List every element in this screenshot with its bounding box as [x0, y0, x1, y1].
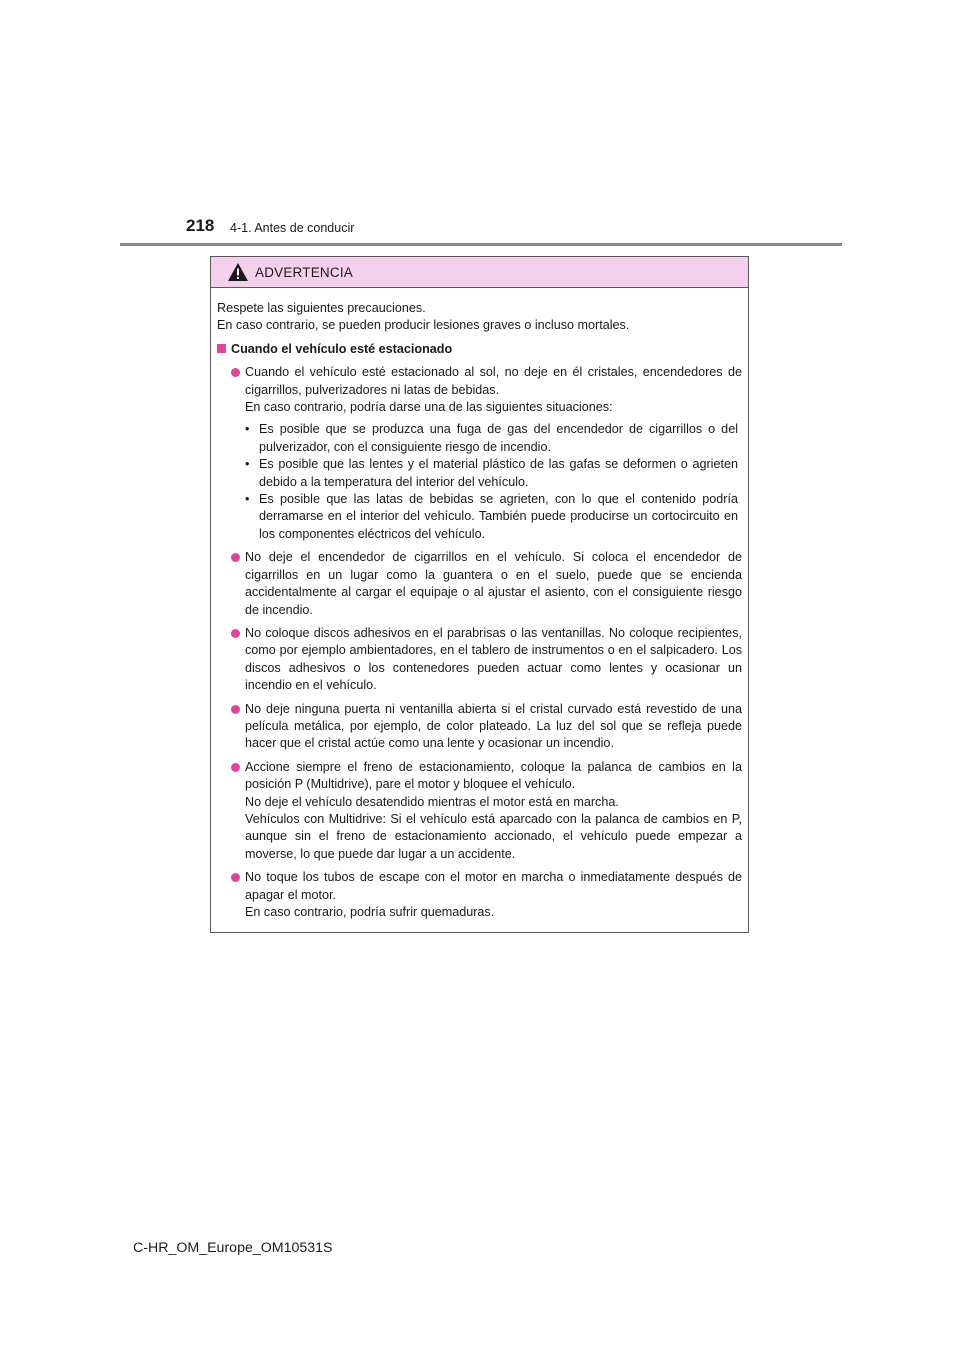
warning-box	[210, 256, 749, 933]
circle-bullet-icon	[231, 368, 240, 377]
warning-header	[211, 257, 748, 288]
circle-bullet-icon	[231, 629, 240, 638]
circle-bullet-icon	[231, 705, 240, 714]
item-text	[245, 549, 742, 619]
warning-triangle-icon	[227, 262, 249, 282]
document-id: C-HR_OM_Europe_OM10531S	[133, 1240, 333, 1256]
list-item	[217, 625, 742, 695]
warning-title: ADVERTENCIA	[255, 264, 353, 280]
subheading	[217, 341, 742, 358]
item-paragraph: Cuando el vehículo esté estacionado al sol, no deje en él cristales, encendedores de cigarrillos, pulverizadores ni latas de bebidas.	[245, 365, 742, 397]
list-item	[217, 701, 742, 753]
sub-bullet: •	[245, 457, 250, 472]
section-title: 4-1. Antes de conducir	[230, 221, 355, 235]
intro-line: En caso contrario, se pueden producir lesiones graves o incluso mortales.	[217, 318, 630, 333]
item-paragraph: Vehículos con Multidrive: Si el vehículo está aparcado con la palanca de cambios en P, aunque sin el freno de estacionamiento accionado, el vehículo puede empezar a moverse, lo que puede dar lugar a un accidente.	[245, 811, 742, 861]
circle-bullet-icon	[231, 553, 240, 562]
item-text	[245, 869, 742, 921]
page-number: 218	[186, 216, 215, 235]
circle-bullet-icon	[231, 873, 240, 882]
warning-intro	[217, 300, 742, 335]
list-item	[217, 364, 742, 543]
item-text	[245, 625, 742, 695]
item-paragraph: No deje ninguna puerta ni ventanilla abierta si el cristal curvado está revestido de una película metálica, por ejemplo, de color plateado. La luz del sol que se refleja puede hacer que el cristal actúe como una lente y ocasionar un incendio.	[245, 701, 742, 751]
item-paragraph: No deje el vehículo desatendido mientras el motor está en marcha.	[245, 794, 619, 809]
item-paragraph: No coloque discos adhesivos en el parabrisas o las ventanillas. No coloque recipientes, como por ejemplo ambientadores, en el tablero de instrumentos o en el salpicadero. Los discos adhesivos o los contenedores pueden actuar como lentes y ocasionar un incendio en el vehículo.	[245, 625, 742, 693]
item-paragraph: En caso contrario, podría sufrir quemaduras.	[245, 905, 495, 919]
item-paragraph: Accione siempre el freno de estacionamiento, coloque la palanca de cambios en la posición P (Multidrive), pare el motor y bloquee el vehículo.	[245, 759, 742, 792]
item-text	[245, 701, 742, 753]
item-paragraph: En caso contrario, podría darse una de las siguientes situaciones:	[245, 400, 613, 415]
sub-list	[245, 421, 742, 543]
sub-bullet: •	[245, 492, 250, 507]
sub-list-item	[245, 491, 742, 543]
header-rule	[120, 243, 842, 246]
item-paragraph: No toque los tubos de escape con el motor en marcha o inmediatamente después de apagar el motor.	[245, 870, 742, 902]
subheading-text: Cuando el vehículo esté estacionado	[231, 341, 453, 356]
square-bullet-icon	[217, 344, 226, 353]
item-text	[245, 364, 742, 543]
list-item	[217, 869, 742, 921]
sub-item-text: Es posible que las lentes y el material plástico de las gafas se deformen o agrieten debido a la temperatura del interior del vehículo.	[259, 457, 738, 489]
sub-bullet: •	[245, 422, 250, 437]
list-item	[217, 759, 742, 863]
sub-list-item	[245, 421, 742, 456]
item-paragraph: No deje el encendedor de cigarrillos en el vehículo. Si coloca el encendedor de cigarrillos en un lugar como la guantera o en el suelo, puede que se encienda accidentalmente al cargar el equipaje o al ajustar el asiento, con el consiguiente riesgo de incendio.	[245, 550, 742, 617]
sub-item-text: Es posible que se produzca una fuga de gas del encendedor de cigarrillos o del pulverizador, con el consiguiente riesgo de incendio.	[259, 422, 738, 454]
intro-line: Respete las siguientes precauciones.	[217, 301, 426, 315]
list-item	[217, 549, 742, 619]
sub-list-item	[245, 456, 742, 491]
sub-item-text: Es posible que las latas de bebidas se agrieten, con lo que el contenido podría derramarse en el interior del vehículo. También puede producirse un cortocircuito en los componentes eléctricos del vehículo.	[259, 492, 738, 541]
circle-bullet-icon	[231, 763, 240, 772]
item-text	[245, 759, 742, 863]
warning-body	[211, 288, 748, 921]
